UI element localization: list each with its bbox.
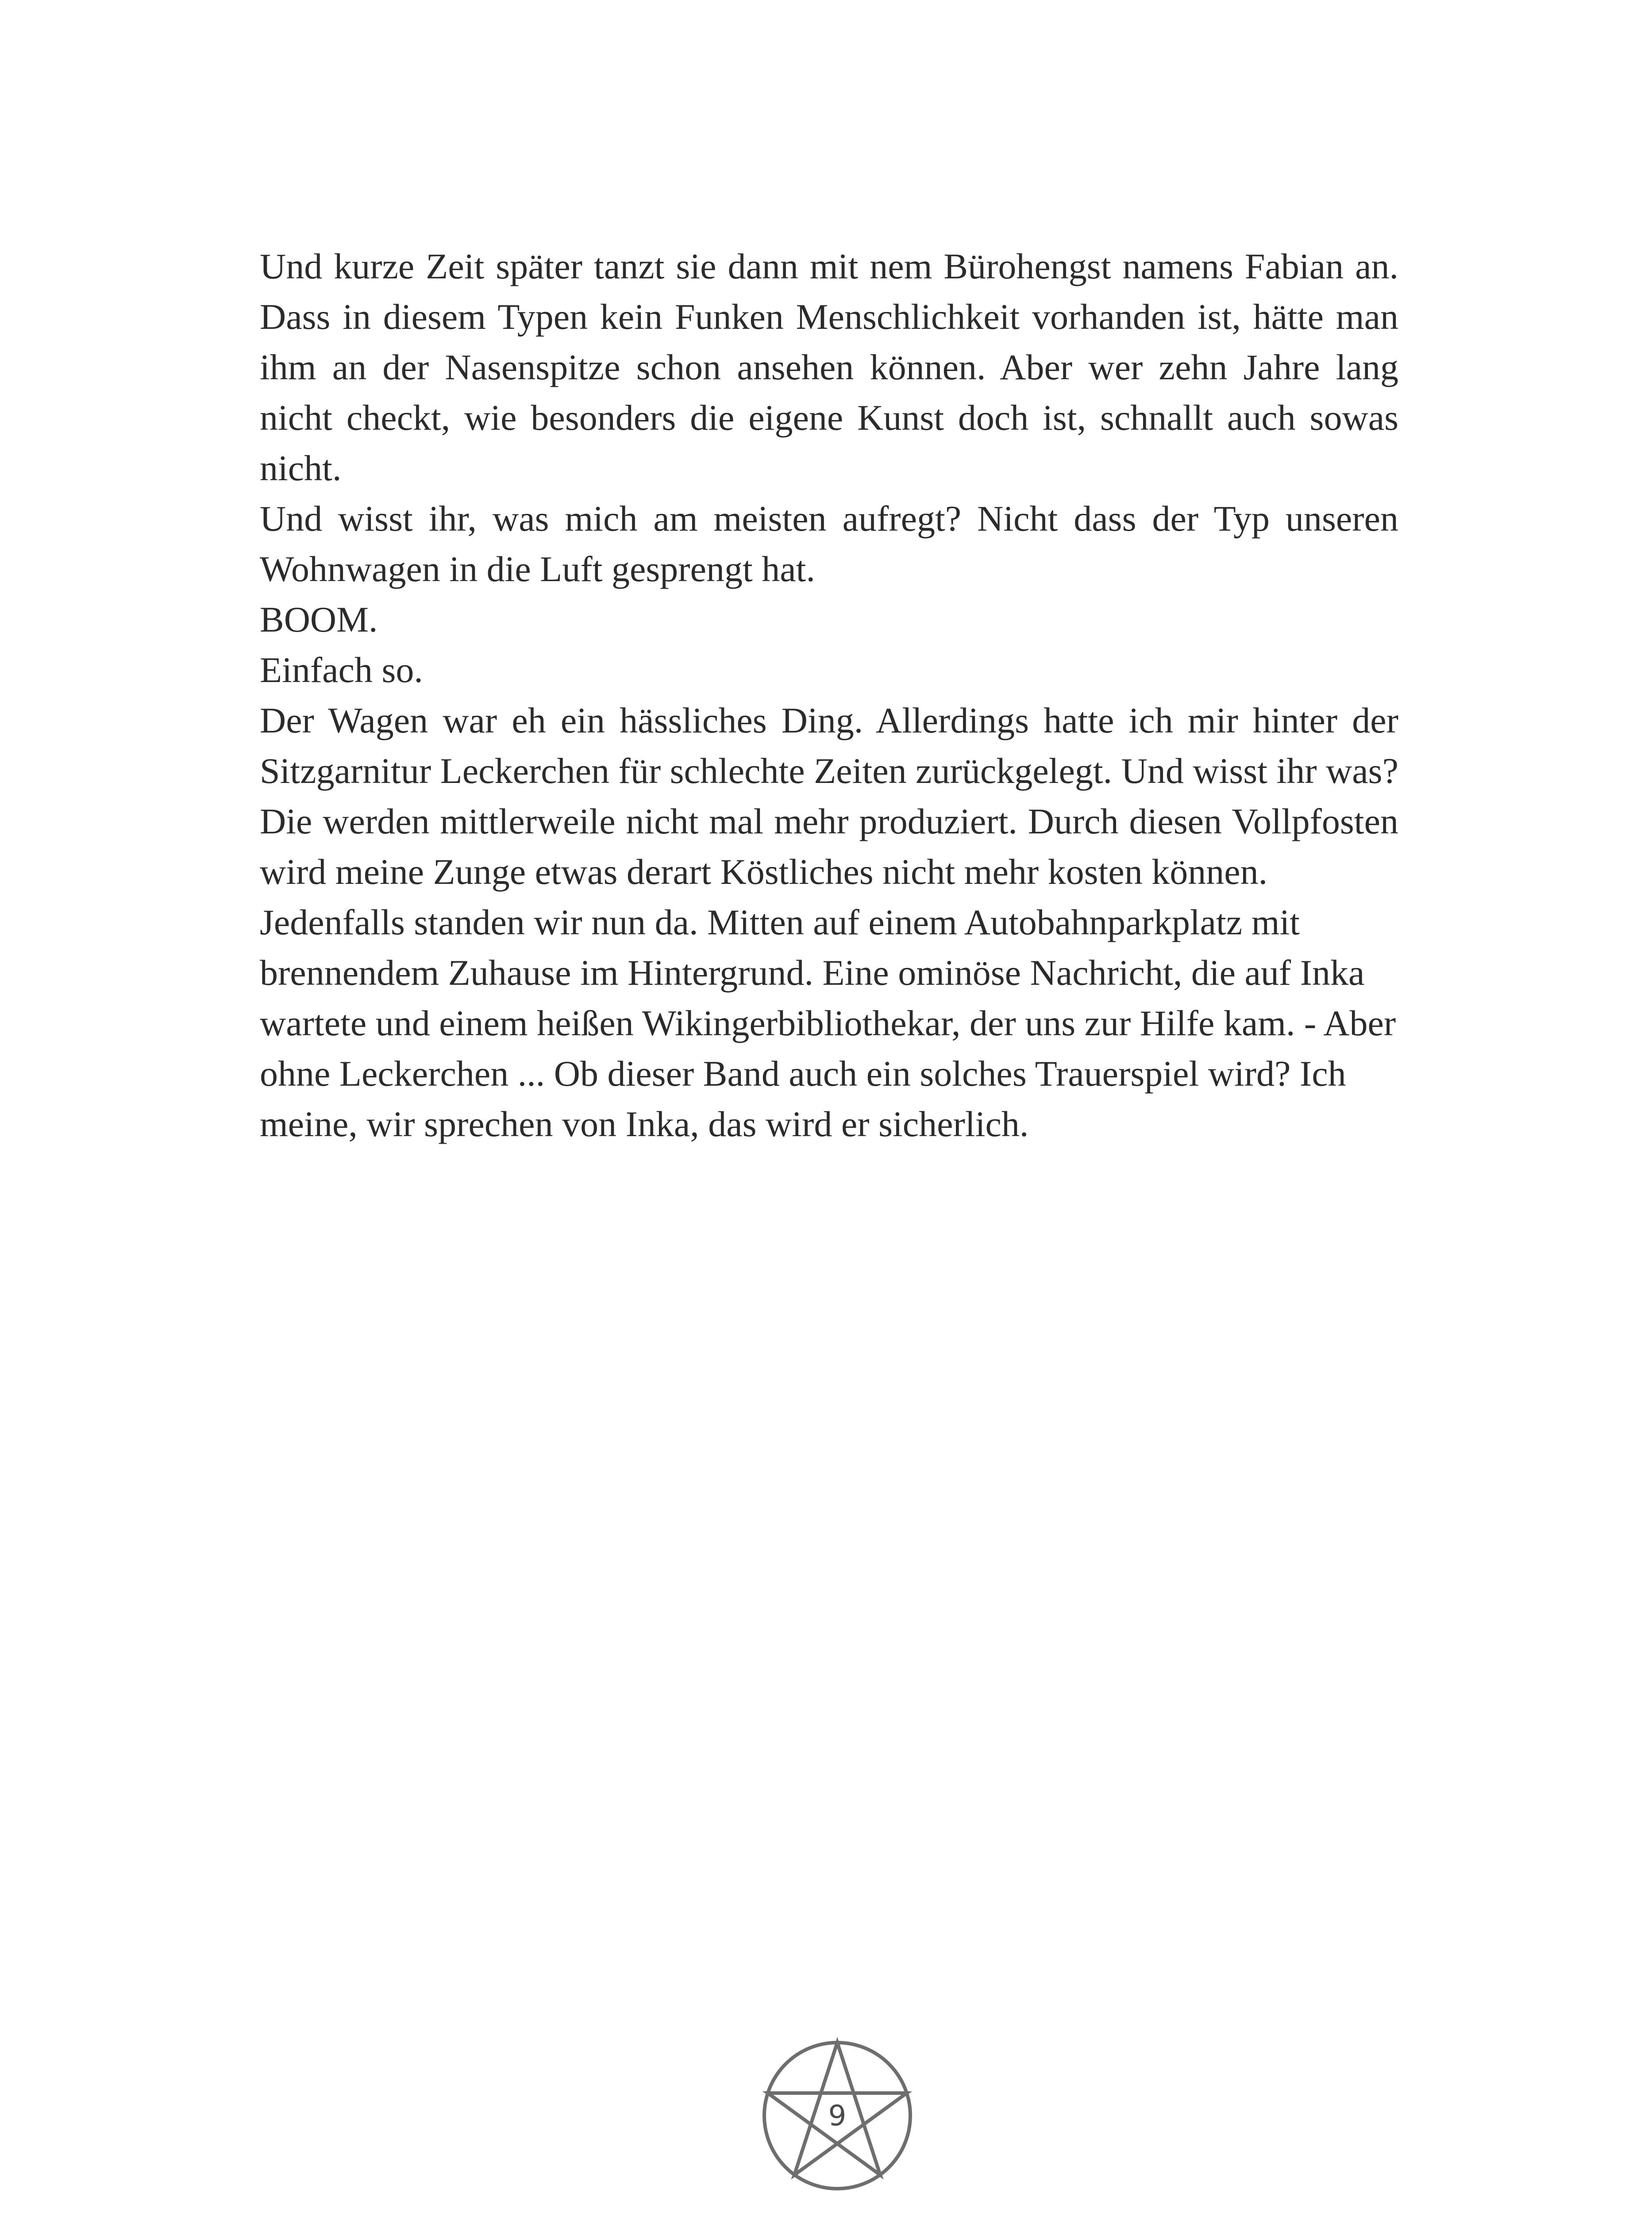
paragraph-2: Und wisst ihr, was mich am meisten aufregt? Nicht dass der Typ unseren Wohnwagen in die Luft gesprengt hat. — [260, 498, 1398, 589]
pentagram-icon — [753, 2027, 921, 2195]
page-number-footer — [753, 2027, 921, 2195]
paragraph-1: Und kurze Zeit später tanzt sie dann mit nem Bürohengst namens Fabian an. Dass in diesem Typen kein Funken Menschlichkeit vorhanden ist, hätte man ihm an der Nasenspitze schon ansehen können. Aber wer zehn Jahre lang nicht checkt, wie besonders die eigene Kunst doch ist, schnallt auch sowas nicht. — [260, 246, 1398, 488]
page-number: 9 — [828, 2100, 847, 2132]
paragraph-5: Der Wagen war eh ein hässliches Ding. Allerdings hatte ich mir hinter der Sitzgarnitur Leckerchen für schlechte Zeiten zurückgelegt. Und wisst ihr was? Die werden mittlerweile nicht mal mehr produziert. Durch diesen Vollpfosten wird meine Zunge etwas derart Köstliches nicht mehr kosten können. — [260, 700, 1398, 892]
paragraph-3: BOOM. — [260, 599, 378, 640]
paragraph-6: Jedenfalls standen wir nun da. Mitten auf einem Autobahnparkplatz mit brennendem Zuhause im Hintergrund. Eine ominöse Nachricht, die auf Inka wartete und einem heißen Wikingerbibliothekar, der uns zur Hilfe kam. - Aber ohne Leckerchen ... Ob dieser Band auch ein solches Trauerspiel wird? Ich meine, wir sprechen von Inka, das wird er sicherlich. — [260, 902, 1396, 1144]
paragraph-4: Einfach so. — [260, 650, 423, 690]
body-text — [260, 241, 1398, 1149]
